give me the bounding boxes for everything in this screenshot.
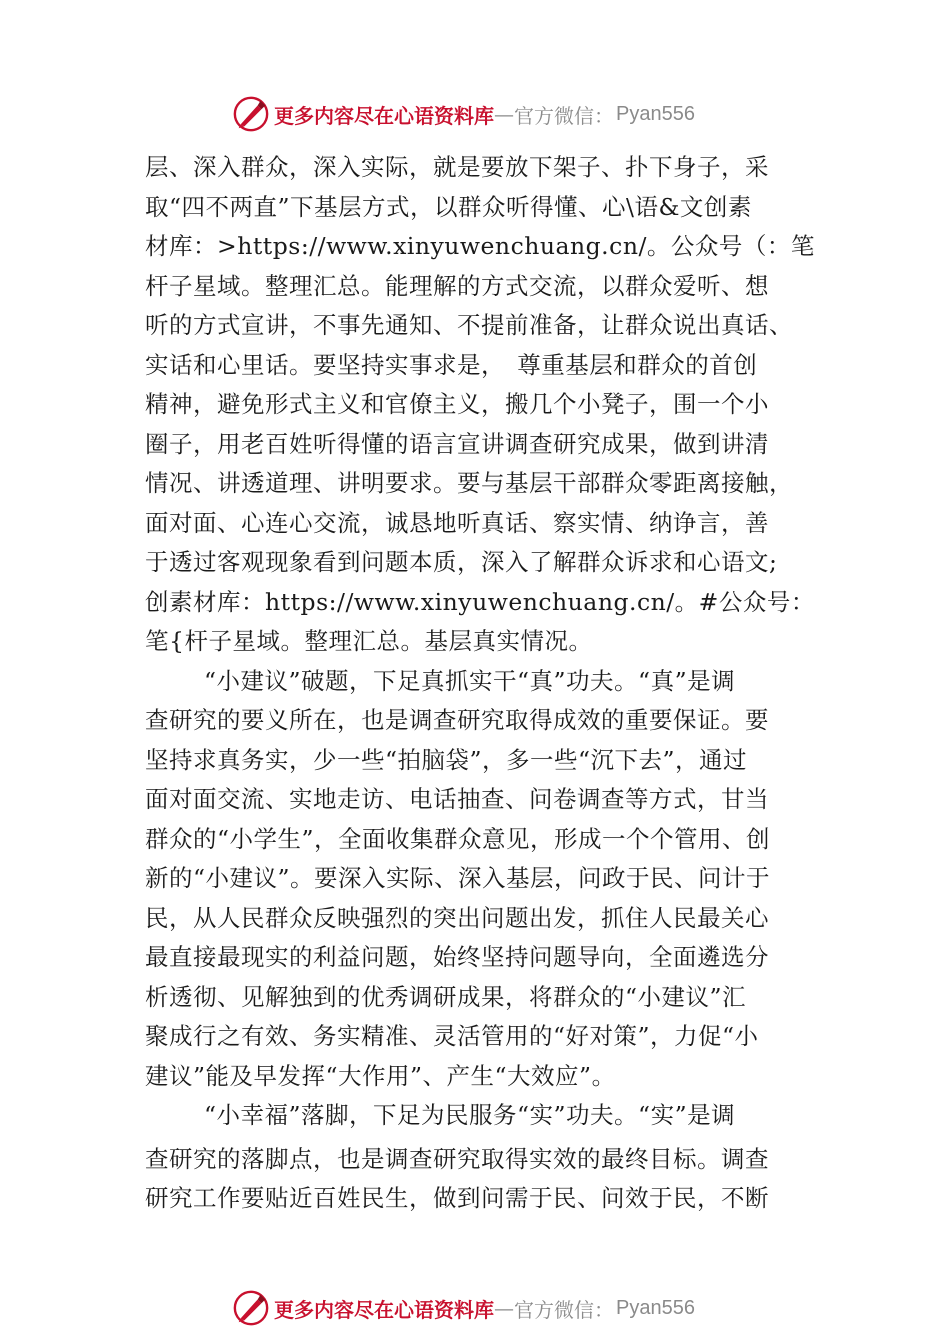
body-line: 聚成行之有效、务实精准、灵活管用的“好对策”，力促“小 (145, 1022, 759, 1050)
banner-separator: — (494, 1296, 514, 1320)
banner-wechat-id: Pyan556 (616, 1296, 695, 1319)
body-line: 新的“小建议”。要深入实际、深入基层，问政于民、问计于 (145, 864, 771, 892)
document-body (145, 148, 835, 1219)
pen-logo-icon (232, 1289, 270, 1327)
header-banner (232, 94, 695, 134)
paragraph-start-line: “小幸福”落脚，下足为民服务“实”功夫。“实”是调 (204, 1101, 736, 1129)
banner-separator: — (494, 102, 514, 126)
body-line: 层、深入群众，深入实际，就是要放下架子、扑下身子，采 (145, 153, 769, 181)
body-line: 建议”能及早发挥“大作用”、产生“大效应”。 (145, 1061, 616, 1090)
body-line: 坚持求真务实，少一些“拍脑袋”，多一些“沉下去”，通过 (145, 745, 748, 774)
body-line: 最直接最现实的利益问题，始终坚持问题导向，全面遴选分 (145, 943, 769, 971)
banner-official-text: 官方微信： (514, 1297, 614, 1322)
body-line: 于透过客观现象看到问题本质，深入了解群众诉求和心语文; (145, 548, 778, 576)
body-line: 取“四不两直”下基层方式，以群众听得懂、心\语&文创素 (145, 192, 752, 221)
body-line: 精神，避免形式主义和官僚主义，搬几个小凳子，围一个小 (145, 390, 769, 418)
body-line: 创素材库：https://www.xinyuwenchuang.cn/。#公众号： (145, 587, 815, 616)
body-line: 群众的“小学生”，全面收集群众意见，形成一个个管用、创 (145, 824, 771, 853)
body-line: 研究工作要贴近百姓民生，做到问需于民、问效于民，不断 (145, 1184, 769, 1212)
body-line: 笔{杆子星域。整理汇总。基层真实情况。 (145, 627, 593, 655)
banner-wechat-id: Pyan556 (616, 102, 695, 125)
banner-official-text: 官方微信： (514, 103, 614, 128)
body-line: 析透彻、见解独到的优秀调研成果，将群众的“小建议”汇 (145, 982, 747, 1011)
body-line: 杆子星域。整理汇总。能理解的方式交流，以群众爱听、想 (145, 271, 769, 300)
body-line: 查研究的落脚点，也是调查研究取得实效的最终目标。调查 (145, 1144, 769, 1173)
body-line: 查研究的要义所在，也是调查研究取得成效的重要保证。要 (145, 706, 769, 734)
body-line: 情况、讲透道理、讲明要求。要与基层干部群众零距离接触， (145, 469, 793, 497)
body-line: 面对面、心连心交流，诚恳地听真话、察实情、纳诤言，善 (145, 508, 769, 537)
paragraph-start-line: “小建议”破题，下足真抓实干“真”功夫。“真”是调 (204, 666, 736, 695)
body-line: 面对面交流、实地走访、电话抽查、问卷调查等方式，甘当 (145, 785, 769, 813)
banner-brand-text: 更多内容尽在心语资料库 (274, 103, 494, 128)
banner-brand-text: 更多内容尽在心语资料库 (274, 1297, 494, 1322)
footer-banner (232, 1288, 695, 1328)
body-line: 实话和心里话。要坚持实事求是， 尊重基层和群众的首创 (145, 350, 758, 379)
body-line: 听的方式宣讲，不事先通知、不提前准备，让群众说出真话、 (145, 311, 793, 339)
body-line: 民，从人民群众反映强烈的突出问题出发，抓住人民最关心 (145, 903, 769, 932)
pen-logo-icon (232, 95, 270, 133)
body-line: 圈子，用老百姓听得懂的语言宣讲调查研究成果，做到讲清 (145, 429, 769, 458)
body-line: 材库：>https://www.xinyuwenchuang.cn/。公众号（：笔 (145, 232, 815, 260)
